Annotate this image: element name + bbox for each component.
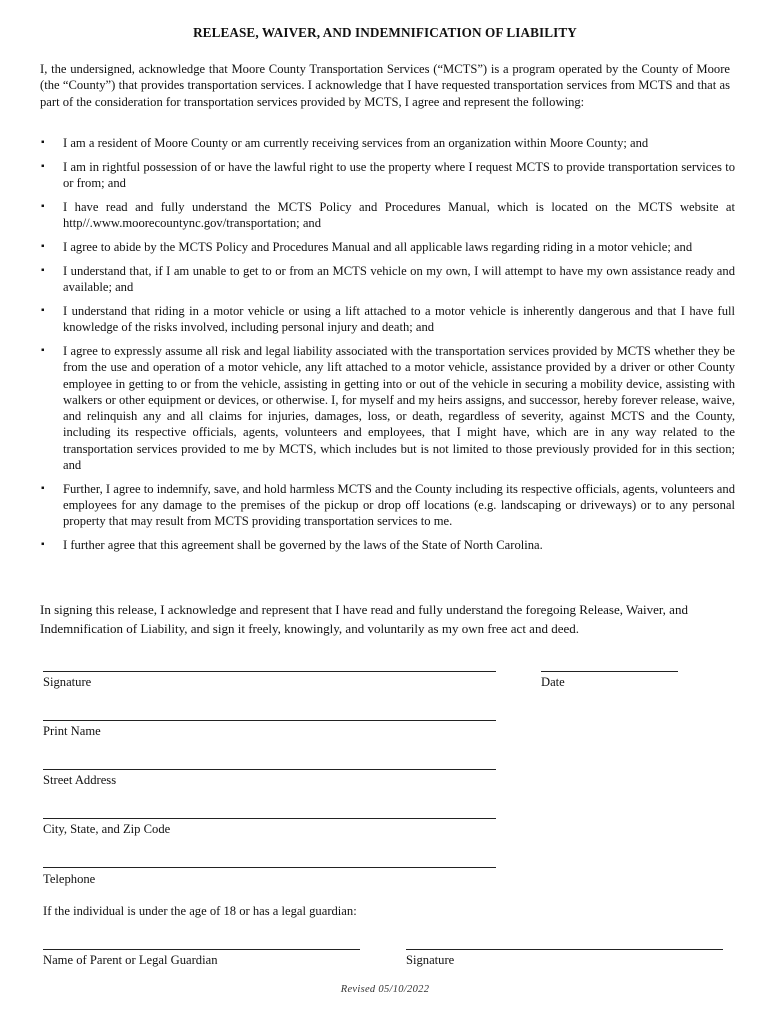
bullet-icon: ▪ <box>41 137 45 148</box>
list-item-text: I understand that riding in a motor vehicle or using a lift attached to a motor vehicle is inherently dangerous and that I have full knowledge of the risks involved, including personal injury and death; and <box>63 303 735 335</box>
acknowledgement-list <box>40 135 735 561</box>
list-item <box>40 135 735 151</box>
bullet-icon: ▪ <box>41 482 45 494</box>
guardian-note: If the individual is under the age of 18 or has a legal guardian: <box>43 904 357 918</box>
list-item <box>40 199 735 232</box>
list-item-text: I further agree that this agreement shall be governed by the laws of the State of North Carolina. <box>63 538 543 553</box>
list-item-text: I am a resident of Moore County or am currently receiving services from an organization within Moore County; and <box>63 136 649 150</box>
guardian-name-line[interactable] <box>43 949 360 950</box>
street-address-label: Street Address <box>43 773 117 787</box>
bullet-icon: ▪ <box>41 240 45 252</box>
list-item <box>40 159 735 192</box>
bullet-icon: ▪ <box>41 539 45 551</box>
list-item-text: I am in rightful possession of or have the lawful right to use the property where I request MCTS to provide transportation services to or from; and <box>63 159 735 191</box>
print-name-line[interactable] <box>43 720 496 721</box>
bullet-icon: ▪ <box>41 200 45 212</box>
guardian-signature-line[interactable] <box>406 949 723 950</box>
list-item <box>40 303 735 336</box>
signature-line[interactable] <box>43 671 496 672</box>
bullet-icon: ▪ <box>41 344 45 356</box>
list-item <box>40 343 735 473</box>
list-item-text: Further, I agree to indemnify, save, and hold harmless MCTS and the County including its respective officials, agents, volunteers and employees for any damage to the premises of the pickup or drop off locations (e.g. landscaping or driveways) or to any personal property that may result from MCTS providing transportation services to me. <box>63 481 735 529</box>
bullet-icon: ▪ <box>41 304 45 316</box>
list-item-text: I have read and fully understand the MCTS Policy and Procedures Manual, which is located on the MCTS website at http//.www.moorecountync.gov/transportation; and <box>63 199 735 231</box>
bullet-icon: ▪ <box>41 160 45 172</box>
list-item <box>40 537 735 553</box>
bullet-icon: ▪ <box>41 264 45 276</box>
list-item-text: I understand that, if I am unable to get to or from an MCTS vehicle on my own, I will attempt to have my own assistance ready and available; and <box>63 263 735 295</box>
closing-paragraph: In signing this release, I acknowledge and represent that I have read and fully understand the foregoing Release, Waiver, and Indemnification of Liability, and sign it freely, knowingly, and voluntarily as my own free act and deed. <box>40 602 688 636</box>
list-item <box>40 239 735 255</box>
telephone-label: Telephone <box>43 872 96 886</box>
telephone-line[interactable] <box>43 867 496 868</box>
guardian-signature-label: Signature <box>406 953 455 967</box>
city-state-zip-label: City, State, and Zip Code <box>43 822 171 836</box>
list-item-text: I agree to expressly assume all risk and legal liability associated with the transportation services provided by MCTS whether they be from the use and operation of a motor vehicle, any lift attached to a motor vehicle, assistance provided by a driver or other County employee in getting to or from the vehicle, assisting in getting into or out of the vehicle in securing a mobility device, assisting with walkers or other equipment or devices, or otherwise. I, for myself and my heirs assigns, and successor, hereby forever release, waive, and relinquish any and all claims for injuries, damages, loss, or death, regardless of severity, against MCTS and the County, including its respective officials, agents, volunteers and employees, that I might have, which are in any way related to the transportation services provided to me by MCTS, which includes but is not limited to those previously provided for in this section; and <box>63 343 735 473</box>
revision-date: Revised 05/10/2022 <box>340 984 430 995</box>
print-name-label: Print Name <box>43 724 101 738</box>
date-line[interactable] <box>541 671 678 672</box>
date-label: Date <box>541 675 565 689</box>
intro-paragraph: I, the undersigned, acknowledge that Moore County Transportation Services (“MCTS”) is a program operated by the County of Moore (the “County”) that provides transportation services. I acknowledge that I have requested transportation services from MCTS and that as part of the consideration for transportation services provided by MCTS, I agree and represent the following: <box>40 62 730 109</box>
guardian-name-label: Name of Parent or Legal Guardian <box>43 953 218 967</box>
list-item <box>40 481 735 530</box>
city-state-zip-line[interactable] <box>43 818 496 819</box>
street-address-line[interactable] <box>43 769 496 770</box>
list-item-text: I agree to abide by the MCTS Policy and Procedures Manual and all applicable laws regarding riding in a motor vehicle; and <box>63 239 693 254</box>
document-title: RELEASE, WAIVER, AND INDEMNIFICATION OF LIABILITY <box>193 25 577 40</box>
signature-label: Signature <box>43 675 92 689</box>
list-item <box>40 263 735 296</box>
